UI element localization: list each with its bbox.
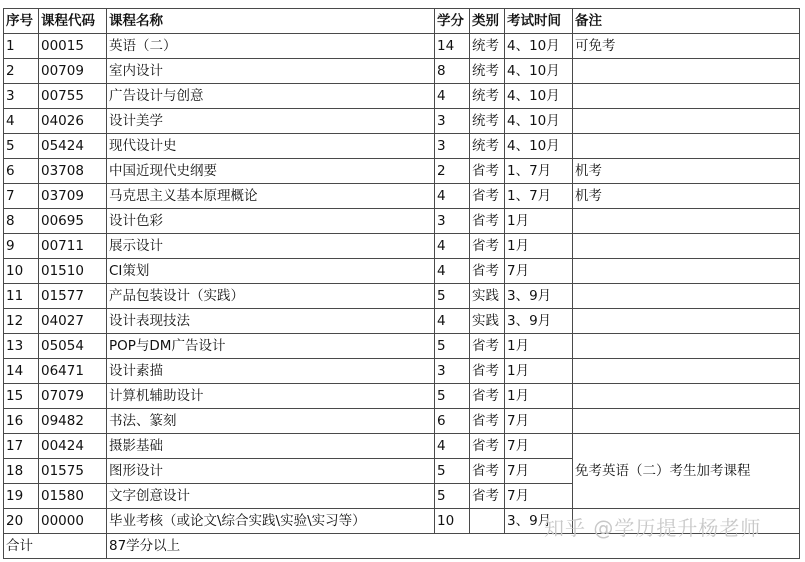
- cell-code: 00695: [39, 209, 107, 234]
- table-row: [4, 209, 800, 234]
- table-header-row: [4, 9, 800, 34]
- cell-type: 省考: [470, 434, 505, 459]
- cell-credit: 4: [435, 84, 470, 109]
- header-type: 类别: [470, 9, 505, 34]
- cell-code: 06471: [39, 359, 107, 384]
- cell-code: 00424: [39, 434, 107, 459]
- cell-type: 统考: [470, 109, 505, 134]
- cell-code: 01510: [39, 259, 107, 284]
- total-label: 合计: [4, 534, 107, 559]
- cell-remark: 可免考: [573, 34, 800, 59]
- cell-credit: 3: [435, 359, 470, 384]
- cell-credit: 5: [435, 459, 470, 484]
- cell-no: 9: [4, 234, 39, 259]
- cell-no: 4: [4, 109, 39, 134]
- cell-credit: 4: [435, 434, 470, 459]
- cell-code: 00000: [39, 509, 107, 534]
- cell-name: 书法、篆刻: [107, 409, 435, 434]
- cell-credit: 6: [435, 409, 470, 434]
- cell-credit: 4: [435, 259, 470, 284]
- cell-credit: 4: [435, 309, 470, 334]
- cell-name: 中国近现代史纲要: [107, 159, 435, 184]
- cell-credit: 5: [435, 484, 470, 509]
- cell-name: CI策划: [107, 259, 435, 284]
- cell-credit: 5: [435, 284, 470, 309]
- cell-no: 11: [4, 284, 39, 309]
- cell-remark: [573, 284, 800, 309]
- cell-name: 设计美学: [107, 109, 435, 134]
- cell-name: 产品包装设计（实践）: [107, 284, 435, 309]
- cell-credit: 5: [435, 384, 470, 409]
- cell-remark: [573, 359, 800, 384]
- table-row: [4, 384, 800, 409]
- cell-no: 1: [4, 34, 39, 59]
- cell-code: 00709: [39, 59, 107, 84]
- cell-code: 09482: [39, 409, 107, 434]
- cell-remark: [573, 409, 800, 434]
- table-row: [4, 259, 800, 284]
- cell-remark: [573, 259, 800, 284]
- cell-name: 现代设计史: [107, 134, 435, 159]
- table-row: [4, 34, 800, 59]
- cell-code: 01577: [39, 284, 107, 309]
- cell-code: 04027: [39, 309, 107, 334]
- table-row: [4, 109, 800, 134]
- cell-no: 6: [4, 159, 39, 184]
- cell-name: 摄影基础: [107, 434, 435, 459]
- cell-time: 3、9月: [505, 309, 573, 334]
- cell-type: 省考: [470, 334, 505, 359]
- cell-type: 省考: [470, 359, 505, 384]
- table-row: [4, 234, 800, 259]
- table-row: [4, 434, 800, 459]
- cell-code: 03708: [39, 159, 107, 184]
- cell-code: 00015: [39, 34, 107, 59]
- cell-remark: 机考: [573, 184, 800, 209]
- cell-type: [470, 509, 505, 534]
- watermark-text: 知乎 @学历提升杨老师: [544, 516, 762, 540]
- cell-no: 13: [4, 334, 39, 359]
- cell-name: 图形设计: [107, 459, 435, 484]
- total-value: 87学分以上: [107, 534, 800, 559]
- cell-type: 统考: [470, 59, 505, 84]
- cell-type: 统考: [470, 34, 505, 59]
- cell-type: 统考: [470, 84, 505, 109]
- cell-name: 设计色彩: [107, 209, 435, 234]
- cell-code: 05054: [39, 334, 107, 359]
- cell-no: 7: [4, 184, 39, 209]
- cell-time: 3、9月: [505, 284, 573, 309]
- cell-credit: 10: [435, 509, 470, 534]
- cell-time: 7月: [505, 459, 573, 484]
- cell-remark: [573, 109, 800, 134]
- cell-credit: 4: [435, 234, 470, 259]
- cell-time: 4、10月: [505, 34, 573, 59]
- table-row: [4, 284, 800, 309]
- cell-remark: [573, 234, 800, 259]
- cell-time: 4、10月: [505, 84, 573, 109]
- cell-type: 实践: [470, 284, 505, 309]
- course-table: [3, 8, 800, 559]
- cell-no: 15: [4, 384, 39, 409]
- cell-no: 16: [4, 409, 39, 434]
- cell-time: 1月: [505, 359, 573, 384]
- cell-time: 3、9月: [505, 509, 573, 534]
- cell-time: 1、7月: [505, 184, 573, 209]
- cell-type: 省考: [470, 184, 505, 209]
- cell-time: 7月: [505, 434, 573, 459]
- cell-time: 1、7月: [505, 159, 573, 184]
- table-row: [4, 309, 800, 334]
- cell-name: 毕业考核（或论文\综合实践\实验\实习等）: [107, 509, 435, 534]
- cell-time: 7月: [505, 484, 573, 509]
- cell-name: 马克思主义基本原理概论: [107, 184, 435, 209]
- cell-no: 20: [4, 509, 39, 534]
- cell-type: 省考: [470, 159, 505, 184]
- cell-credit: 3: [435, 109, 470, 134]
- cell-time: 7月: [505, 409, 573, 434]
- table-row: [4, 159, 800, 184]
- cell-remark: 机考: [573, 159, 800, 184]
- table-row: [4, 134, 800, 159]
- cell-remark: [573, 209, 800, 234]
- cell-no: 3: [4, 84, 39, 109]
- cell-type: 省考: [470, 459, 505, 484]
- cell-no: 14: [4, 359, 39, 384]
- cell-code: 01575: [39, 459, 107, 484]
- header-exam-time: 考试时间: [505, 9, 573, 34]
- cell-time: 4、10月: [505, 109, 573, 134]
- cell-name: 室内设计: [107, 59, 435, 84]
- cell-type: 省考: [470, 409, 505, 434]
- cell-name: 英语（二）: [107, 34, 435, 59]
- cell-code: 00711: [39, 234, 107, 259]
- header-name: 课程名称: [107, 9, 435, 34]
- table-row: [4, 359, 800, 384]
- cell-code: 00755: [39, 84, 107, 109]
- cell-remark: [573, 334, 800, 359]
- cell-name: 计算机辅助设计: [107, 384, 435, 409]
- cell-name: 设计素描: [107, 359, 435, 384]
- table-row: [4, 84, 800, 109]
- cell-time: 4、10月: [505, 134, 573, 159]
- cell-type: 省考: [470, 484, 505, 509]
- cell-code: 03709: [39, 184, 107, 209]
- cell-no: 18: [4, 459, 39, 484]
- cell-no: 5: [4, 134, 39, 159]
- cell-code: 01580: [39, 484, 107, 509]
- cell-type: 省考: [470, 209, 505, 234]
- header-code: 课程代码: [39, 9, 107, 34]
- cell-name: 文字创意设计: [107, 484, 435, 509]
- cell-type: 省考: [470, 234, 505, 259]
- cell-type: 省考: [470, 384, 505, 409]
- cell-credit: 5: [435, 334, 470, 359]
- table-row: [4, 409, 800, 434]
- table-row: [4, 184, 800, 209]
- cell-no: 10: [4, 259, 39, 284]
- cell-code: 07079: [39, 384, 107, 409]
- cell-code: 05424: [39, 134, 107, 159]
- header-remark: 备注: [573, 9, 800, 34]
- header-credit: 学分: [435, 9, 470, 34]
- cell-code: 04026: [39, 109, 107, 134]
- cell-no: 19: [4, 484, 39, 509]
- cell-time: 1月: [505, 334, 573, 359]
- cell-remark: [573, 384, 800, 409]
- cell-remark: [573, 59, 800, 84]
- cell-remark-merged: 免考英语（二）考生加考课程: [573, 434, 800, 509]
- cell-time: 1月: [505, 234, 573, 259]
- cell-no: 12: [4, 309, 39, 334]
- cell-no: 8: [4, 209, 39, 234]
- cell-time: 4、10月: [505, 59, 573, 84]
- cell-credit: 8: [435, 59, 470, 84]
- header-no: 序号: [4, 9, 39, 34]
- cell-credit: 14: [435, 34, 470, 59]
- cell-name: POP与DM广告设计: [107, 334, 435, 359]
- table-row: [4, 59, 800, 84]
- cell-credit: 4: [435, 184, 470, 209]
- cell-credit: 2: [435, 159, 470, 184]
- cell-no: 17: [4, 434, 39, 459]
- cell-type: 统考: [470, 134, 505, 159]
- cell-type: 实践: [470, 309, 505, 334]
- cell-remark: [573, 134, 800, 159]
- cell-name: 展示设计: [107, 234, 435, 259]
- cell-credit: 3: [435, 134, 470, 159]
- cell-credit: 3: [435, 209, 470, 234]
- cell-time: 7月: [505, 259, 573, 284]
- cell-name: 广告设计与创意: [107, 84, 435, 109]
- cell-remark: [573, 84, 800, 109]
- cell-type: 省考: [470, 259, 505, 284]
- cell-no: 2: [4, 59, 39, 84]
- cell-time: 1月: [505, 209, 573, 234]
- cell-time: 1月: [505, 384, 573, 409]
- cell-name: 设计表现技法: [107, 309, 435, 334]
- table-row: [4, 334, 800, 359]
- cell-remark: [573, 309, 800, 334]
